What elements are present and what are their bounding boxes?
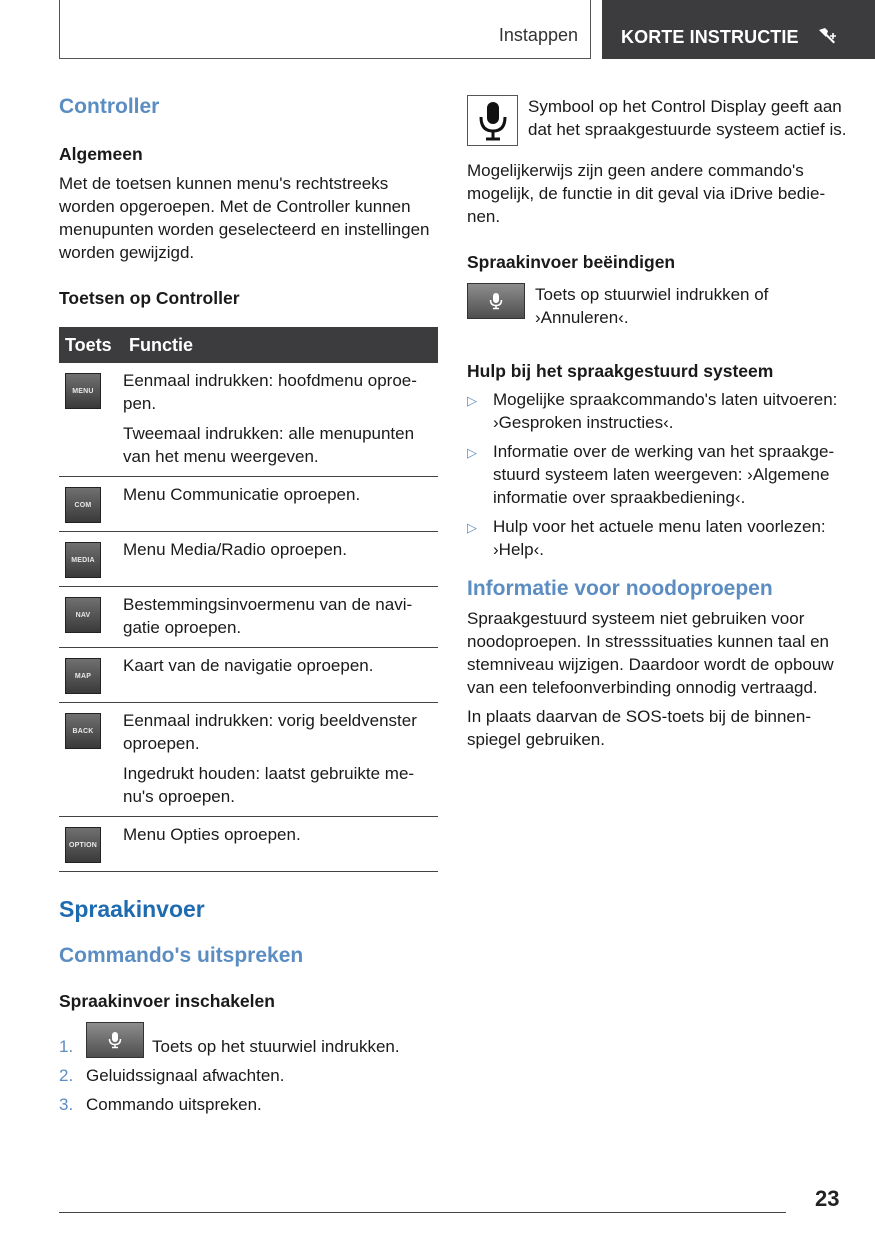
row-text: Eenmaal indrukken: vorig beeldvenster oproepen. [123, 711, 417, 753]
list-item [467, 440, 847, 509]
general-heading: Algemeen [59, 144, 143, 164]
table-row [59, 648, 438, 703]
emergency-text: Spraakgestuurd systeem niet gebruiken voor noodoproepen. In stresssituaties kunnen taal en stemniveau wijzigen. Daardoor wordt de opbouw van een telefoonverbinding onnodig vertraagd. [467, 609, 834, 697]
list-item [59, 1093, 438, 1116]
alternatives-text: Mogelijkerwijs zijn geen andere commando's mogelijk, de functie in dit geval via iDrive bedienen. [467, 161, 826, 226]
right-column [467, 93, 847, 751]
triangle-bullet-icon: ▷ [467, 445, 477, 460]
enable-heading: Spraakinvoer inschakelen [59, 991, 275, 1011]
list-item [59, 1064, 438, 1087]
col-key-header: Toets [59, 327, 123, 363]
step-number: 2. [59, 1066, 74, 1085]
step-text: Commando uitspreken. [86, 1095, 262, 1114]
commands-title: Commando's uitspreken [59, 944, 304, 967]
voice-input-title: Spraakinvoer [59, 896, 205, 922]
step-text: Geluidssignaal afwachten. [86, 1066, 285, 1085]
table-header-row [59, 327, 438, 363]
triangle-bullet-icon: ▷ [467, 393, 477, 408]
help-list [467, 388, 847, 561]
help-item-text: Informatie over de werking van het spraakgestuurd systeem laten weergeven: ›Algemene informatie over spraakbediening‹. [493, 442, 835, 507]
chapter-tab-label: KORTE INSTRUCTIE [621, 27, 799, 47]
microphone-icon [489, 292, 503, 310]
row-text: Menu Opties oproepen. [123, 825, 301, 844]
table-row [59, 587, 438, 648]
steps-list [59, 1022, 438, 1116]
nav-key-icon: NAV [65, 597, 101, 633]
com-key-icon: COM [65, 487, 101, 523]
left-column [59, 93, 438, 1122]
symbol-block [467, 95, 847, 146]
header-frame [59, 0, 591, 59]
step-number: 1. [59, 1037, 74, 1056]
end-heading: Spraakinvoer beëindigen [467, 252, 676, 272]
row-text: Menu Media/Radio oproepen. [123, 540, 347, 559]
page-number: 23 [815, 1186, 840, 1211]
option-key-icon: OPTION [65, 827, 101, 863]
row-text: Tweemaal indrukken: alle menupunten van het menu weergeven. [123, 424, 415, 466]
table-row [59, 703, 438, 817]
microphone-symbol-icon [467, 95, 518, 146]
table-row [59, 532, 438, 587]
help-item-text: Mogelijke spraakcommando's laten uitvoeren: ›Gesproken instructies‹. [493, 390, 838, 432]
section-title: Instappen [498, 25, 578, 45]
steering-wheel-voice-button [467, 283, 525, 319]
map-key-icon: MAP [65, 658, 101, 694]
emergency-text-sos: In plaats daarvan de SOS-toets bij de binnenspiegel gebruiken. [467, 707, 812, 749]
row-text: Kaart van de navigatie oproepen. [123, 656, 374, 675]
footer-divider [59, 1212, 786, 1213]
col-function-header: Functie [123, 327, 438, 363]
end-block [467, 283, 847, 329]
keys-heading: Toetsen op Controller [59, 288, 240, 308]
table-row [59, 477, 438, 532]
controller-keys-table [59, 327, 438, 872]
triangle-bullet-icon: ▷ [467, 520, 477, 535]
emergency-title: Informatie voor noodoproepen [467, 577, 773, 600]
symbol-text: Symbool op het Control Display geeft aan dat het spraakgestuurde systeem actief is. [528, 97, 847, 139]
list-item [467, 388, 847, 434]
row-text: Menu Communicatie oproepen. [123, 485, 361, 504]
microphone-icon [108, 1031, 122, 1049]
wrench-icon [816, 24, 840, 48]
list-item [59, 1022, 438, 1058]
step-text: Toets op het stuurwiel indrukken. [152, 1037, 400, 1056]
list-item [467, 515, 847, 561]
help-heading: Hulp bij het spraakgestuurd systeem [467, 361, 774, 381]
steering-wheel-voice-button [86, 1022, 144, 1058]
row-text: Eenmaal indrukken: hoofdmenu oproepen. [123, 371, 417, 413]
back-key-icon: BACK [65, 713, 101, 749]
media-key-icon: MEDIA [65, 542, 101, 578]
controller-title: Controller [59, 95, 160, 118]
row-text: Bestemmingsinvoermenu van de navigatie oproepen. [123, 595, 413, 637]
row-text: Ingedrukt houden: laatst gebruikte menu's oproepen. [123, 764, 415, 806]
chapter-tab[interactable] [602, 0, 875, 59]
table-row [59, 363, 438, 477]
general-text: Met de toetsen kunnen menu's rechtstreeks worden opgeroepen. Met de Controller kunnen menupunten worden geselecteerd en instellingen worden gewijzigd. [59, 174, 430, 262]
step-number: 3. [59, 1095, 74, 1114]
help-item-text: Hulp voor het actuele menu laten voorlezen: ›Help‹. [493, 517, 826, 559]
table-row [59, 817, 438, 872]
end-text: Toets op stuurwiel indrukken of ›Annuleren‹. [535, 285, 769, 327]
menu-key-icon: MENU [65, 373, 101, 409]
